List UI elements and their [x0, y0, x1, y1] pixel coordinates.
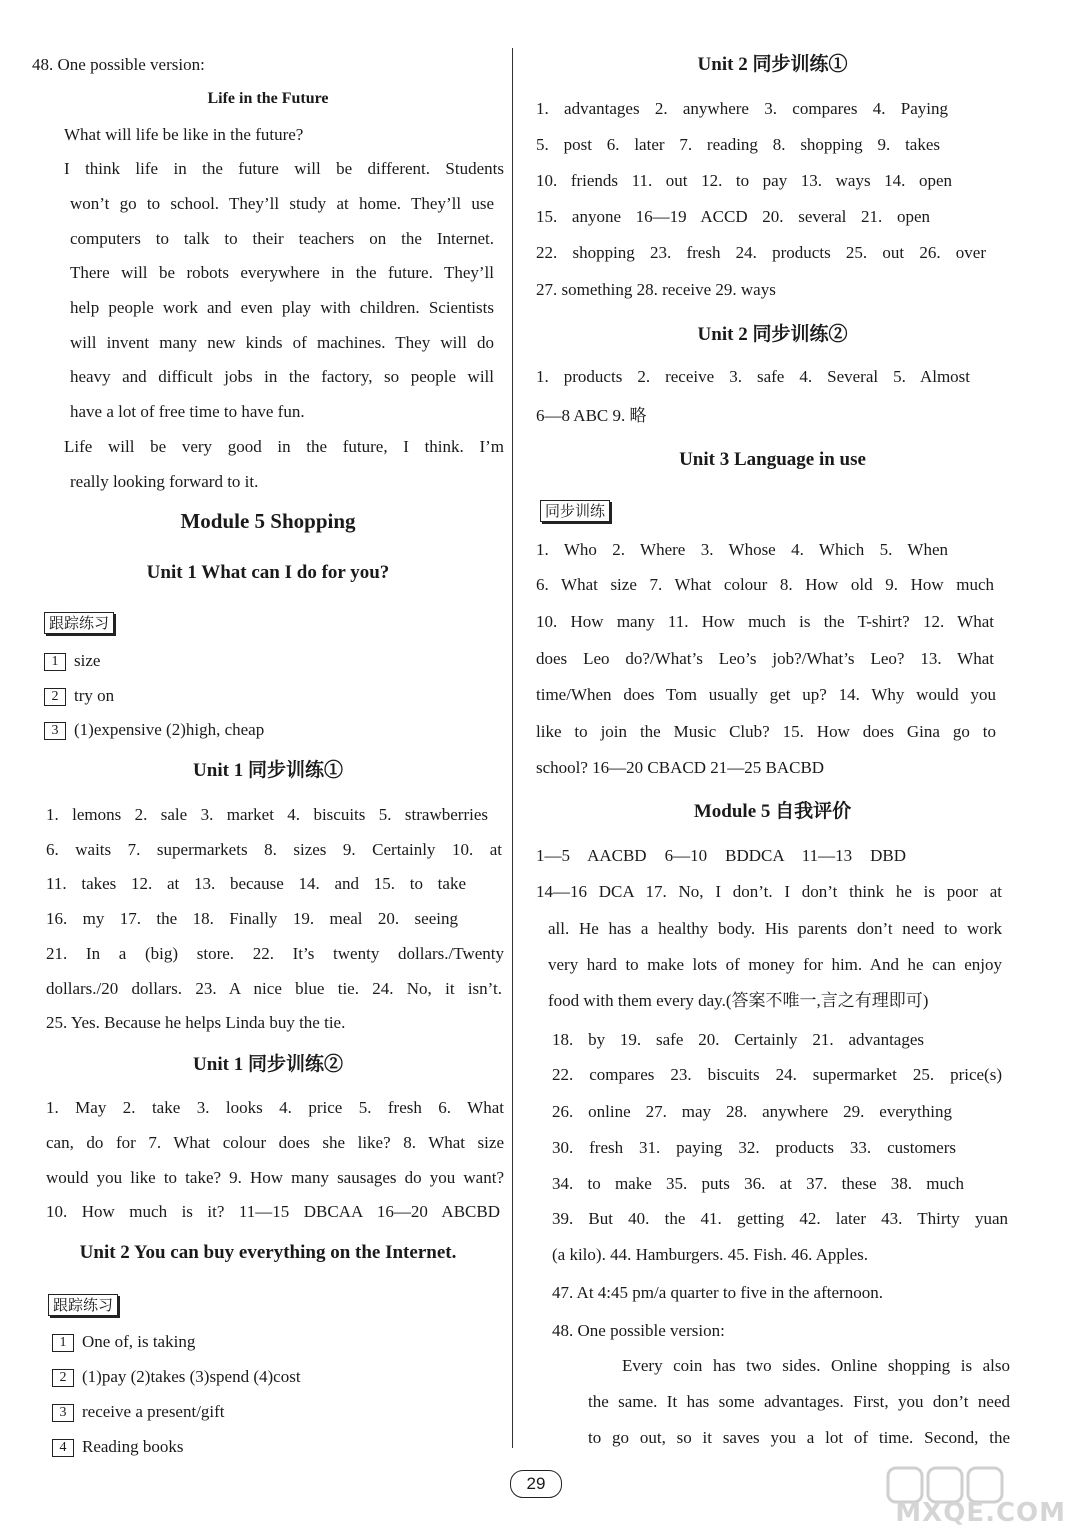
- sync-training-tag: 同步训练: [540, 500, 610, 522]
- essay-intro: 48. One possible version:: [32, 55, 205, 74]
- answer-line: 1—5 AACBD 6—10 BDDCA 11—13 DBD: [536, 846, 906, 865]
- unit1-sync2-title: Unit 1 同步训练②: [193, 1054, 343, 1075]
- track-answer: (1)pay (2)takes (3)spend (4)cost: [82, 1367, 301, 1386]
- unit2-sync1-title: Unit 2 同步训练①: [697, 54, 848, 75]
- answer-line: 21. In a (big) store. 22. It’s twenty dollars./Twenty: [46, 944, 504, 963]
- answer-line: 10. friends 11. out 12. to pay 13. ways 14. open: [536, 171, 952, 190]
- answer-line: dollars./20 dollars. 23. A nice blue tie. 24. No, it isn’t.: [46, 979, 502, 998]
- essay-line: computers to talk to their teachers on the Internet.: [70, 229, 494, 248]
- essay-line: the same. It has some advantages. First, you don’t need: [588, 1392, 1010, 1411]
- track-answer: Reading books: [82, 1437, 184, 1456]
- answer-line: does Leo do?/What’s Leo’s job?/What’s Leo? 13. What: [536, 649, 994, 668]
- track-item: [44, 650, 100, 672]
- item-number-box: 1: [52, 1334, 74, 1352]
- essay-line: have a lot of free time to have fun.: [70, 402, 305, 421]
- track-item: [52, 1366, 301, 1388]
- unit1-sync1-title: Unit 1 同步训练①: [193, 760, 343, 781]
- page-number: 29: [510, 1470, 562, 1498]
- track-item: [52, 1401, 225, 1423]
- answer-line: 16. my 17. the 18. Finally 19. meal 20. seeing: [46, 909, 458, 928]
- answer-line: 5. post 6. later 7. reading 8. shopping 9. takes: [536, 135, 940, 154]
- answer-line: 14—16 DCA 17. No, I don’t. I don’t think he is poor at: [536, 882, 1002, 901]
- track-item: [44, 685, 114, 707]
- watermark-text: MXQE.COM: [895, 1498, 1066, 1528]
- essay-line: really looking forward to it.: [70, 472, 259, 491]
- answer-line: 1. products 2. receive 3. safe 4. Several 5. Almost: [536, 367, 970, 386]
- essay-line: help people work and even play with children. Scientists: [70, 298, 494, 317]
- answer-line: 1. Who 2. Where 3. Whose 4. Which 5. When: [536, 540, 948, 559]
- answer-line: 22. compares 23. biscuits 24. supermarket 25. price(s): [552, 1065, 1002, 1084]
- answer-line: 26. online 27. may 28. anywhere 29. everything: [552, 1102, 952, 1121]
- answer-line: 6—8 ABC 9. 略: [536, 406, 647, 425]
- essay-line: I think life in the future will be different. Students: [64, 159, 504, 178]
- answer-line: all. He has a healthy body. His parents don’t need to work: [548, 919, 1002, 938]
- item-number-box: 3: [44, 722, 66, 740]
- track-item: [52, 1436, 184, 1458]
- column-divider: [512, 48, 513, 1448]
- track-answer: receive a present/gift: [82, 1402, 225, 1421]
- answer-line: 6. What size 7. What colour 8. How old 9. How much: [536, 575, 994, 594]
- essay-line: heavy and difficult jobs in the factory, so people will: [70, 367, 494, 386]
- answer-line: (a kilo). 44. Hamburgers. 45. Fish. 46. Apples.: [552, 1245, 869, 1264]
- essay-line: to go out, so it saves you a lot of time. Second, the: [588, 1428, 1010, 1447]
- answer-line: 15. anyone 16—19 ACCD 20. several 21. open: [536, 207, 930, 226]
- answer-line: 39. But 40. the 41. getting 42. later 43. Thirty yuan: [552, 1209, 1008, 1228]
- answer-line: 1. lemons 2. sale 3. market 4. biscuits 5. strawberries: [46, 805, 488, 824]
- essay-line: What will life be like in the future?: [64, 125, 304, 144]
- answer-line: 1. advantages 2. anywhere 3. compares 4. Paying: [536, 99, 948, 118]
- module-title: Module 5 Shopping: [180, 509, 356, 533]
- answer-line: 18. by 19. safe 20. Certainly 21. advantages: [552, 1030, 924, 1049]
- item-number-box: 2: [44, 688, 66, 706]
- essay-line: will invent many new kinds of machines. They will do: [70, 333, 494, 352]
- answer-line: 6. waits 7. supermarkets 8. sizes 9. Certainly 10. at: [46, 840, 502, 859]
- track-item: [52, 1331, 195, 1353]
- answer-line: time/When does Tom usually get up? 14. Why would you: [536, 685, 996, 704]
- essay-line: There will be robots everywhere in the future. They’ll: [70, 263, 494, 282]
- track-answer: One of, is taking: [82, 1332, 196, 1351]
- answer-line: like to join the Music Club? 15. How does Gina go to: [536, 722, 996, 741]
- answer-line: would you like to take? 9. How many sausages do you want?: [46, 1168, 504, 1187]
- answer-line: 30. fresh 31. paying 32. products 33. customers: [552, 1138, 956, 1157]
- track-item: [44, 719, 264, 741]
- unit2-sync2-title: Unit 2 同步训练②: [697, 324, 848, 345]
- tracking-practice-tag: 跟踪练习: [48, 1294, 118, 1316]
- item-number-box: 3: [52, 1404, 74, 1422]
- essay-line: Every coin has two sides. Online shopping is also: [622, 1356, 1010, 1375]
- answer-line: school? 16—20 CBACD 21—25 BACBD: [536, 758, 825, 777]
- answer-line: very hard to make lots of money for him. And he can enjoy: [548, 955, 1002, 974]
- answer-line: 48. One possible version:: [552, 1321, 725, 1340]
- track-answer: try on: [74, 686, 115, 705]
- unit1-title: Unit 1 What can I do for you?: [146, 562, 390, 583]
- tracking-practice-tag: 跟踪练习: [44, 612, 114, 634]
- module5-self-eval-title: Module 5 自我评价: [693, 801, 852, 822]
- unit3-title: Unit 3 Language in use: [679, 449, 866, 470]
- item-number-box: 2: [52, 1369, 74, 1387]
- answer-line: 27. something 28. receive 29. ways: [536, 280, 776, 299]
- answer-line: 22. shopping 23. fresh 24. products 25. out 26. over: [536, 243, 986, 262]
- answer-line: 11. takes 12. at 13. because 14. and 15. to take: [46, 874, 466, 893]
- answer-line: 47. At 4:45 pm/a quarter to five in the afternoon.: [552, 1283, 883, 1302]
- answer-line: 10. How much is it? 11—15 DBCAA 16—20 ABCBD: [46, 1202, 500, 1221]
- answer-line: can, do for 7. What colour does she like? 8. What size: [46, 1133, 504, 1152]
- essay-line: Life will be very good in the future, I think. I’m: [64, 437, 504, 456]
- watermark-logo: [886, 1466, 1066, 1528]
- item-number-box: 1: [44, 653, 66, 671]
- answer-line: 25. Yes. Because he helps Linda buy the tie.: [46, 1013, 346, 1032]
- track-answer: size: [74, 651, 101, 670]
- item-number-box: 4: [52, 1439, 74, 1457]
- answer-line: food with them every day.(答案不唯一,言之有理即可): [548, 991, 929, 1010]
- track-answer: (1)expensive (2)high, cheap: [74, 720, 265, 739]
- answer-line: 1. May 2. take 3. looks 4. price 5. fresh 6. What: [46, 1098, 504, 1117]
- essay-title: Life in the Future: [207, 90, 329, 107]
- essay-line: won’t go to school. They’ll study at home. They’ll use: [70, 194, 494, 213]
- unit2-title: Unit 2 You can buy everything on the Internet.: [79, 1242, 457, 1263]
- answer-line: 34. to make 35. puts 36. at 37. these 38. much: [552, 1174, 964, 1193]
- answer-line: 10. How many 11. How much is the T-shirt? 12. What: [536, 612, 994, 631]
